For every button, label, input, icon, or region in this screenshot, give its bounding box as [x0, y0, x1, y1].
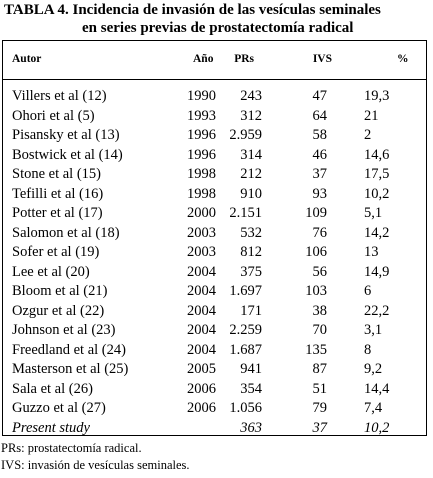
cell-prs: 1.056 — [229, 400, 262, 416]
cell-autor: Tefilli et al (16) — [12, 185, 104, 202]
cell-pct: 17,5 — [364, 166, 390, 182]
cell-autor: Johnson et al (23) — [12, 322, 116, 338]
cell-ivs: 70 — [312, 322, 327, 338]
cell-prs: 2.151 — [229, 205, 262, 221]
cell-autor: Bloom et al (21) — [12, 283, 108, 299]
table-row — [3, 204, 426, 224]
cell-ano: 2005 — [187, 361, 216, 377]
cell-autor: Present study — [12, 419, 90, 436]
cell-ano: 1993 — [187, 107, 216, 124]
cell-ano: 2006 — [187, 400, 216, 416]
cell-ivs: 46 — [312, 146, 327, 163]
cell-prs: 910 — [240, 185, 262, 202]
cell-prs: 2.259 — [229, 322, 262, 338]
cell-ivs: 47 — [312, 88, 327, 104]
cell-ano: 2004 — [187, 341, 216, 358]
cell-pct: 5,1 — [364, 205, 383, 221]
footnote-ivs: IVS: invasión de vesículas seminales. — [1, 458, 190, 472]
cell-ivs: 37 — [312, 166, 327, 182]
cell-autor: Guzzo et al (27) — [12, 400, 106, 416]
cell-ivs: 106 — [305, 244, 327, 260]
cell-ano: 2004 — [187, 263, 216, 280]
cell-ivs: 38 — [312, 302, 327, 319]
table-row — [3, 360, 426, 380]
cell-ano: 2003 — [187, 224, 216, 241]
cell-autor: Sofer et al (19) — [12, 244, 100, 260]
table-row — [3, 341, 426, 361]
cell-prs: 354 — [240, 380, 262, 397]
cell-prs: 314 — [240, 146, 262, 163]
table-row — [3, 126, 426, 146]
cell-pct: 14,4 — [364, 380, 390, 397]
footnotes — [1, 440, 190, 474]
cell-pct: 3,1 — [364, 322, 383, 338]
cell-pct: 22,2 — [364, 302, 390, 319]
table-title-line1: Incidencia de invasión de las vesículas seminales — [72, 2, 381, 18]
table-row — [3, 419, 426, 439]
cell-prs: 812 — [240, 244, 262, 260]
cell-ano: 1996 — [187, 127, 216, 143]
cell-pct: 14,2 — [364, 224, 390, 241]
table-row — [3, 243, 426, 263]
cell-pct: 6 — [364, 283, 372, 299]
cell-autor: Pisansky et al (13) — [12, 127, 120, 143]
cell-ivs: 103 — [305, 283, 327, 299]
cell-autor: Villers et al (12) — [12, 88, 107, 104]
table-row — [3, 282, 426, 302]
table-header — [3, 41, 426, 80]
cell-pct: 13 — [364, 244, 379, 260]
cell-pct: 19,3 — [364, 88, 390, 104]
table-row — [3, 321, 426, 341]
table-body — [3, 87, 426, 438]
cell-ano: 2004 — [187, 322, 216, 338]
table-row — [3, 263, 426, 283]
cell-pct: 21 — [364, 107, 379, 124]
cell-ivs: 51 — [312, 380, 327, 397]
cell-autor: Masterson et al (25) — [12, 361, 129, 377]
cell-ivs: 109 — [305, 205, 327, 221]
cell-ano: 1998 — [187, 166, 216, 182]
cell-prs: 532 — [240, 224, 262, 241]
cell-ivs: 64 — [312, 107, 327, 124]
cell-autor: Potter et al (17) — [12, 205, 103, 221]
cell-ano: 2006 — [187, 380, 216, 397]
cell-ano: 1998 — [187, 185, 216, 202]
cell-ivs: 93 — [312, 185, 327, 202]
cell-pct: 7,4 — [364, 400, 383, 416]
header-autor: Autor — [12, 53, 42, 65]
cell-prs: 243 — [240, 88, 262, 104]
cell-pct: 14,6 — [364, 146, 390, 163]
cell-pct: 8 — [364, 341, 372, 358]
cell-pct: 10,2 — [364, 419, 390, 436]
table-row — [3, 107, 426, 127]
table-row — [3, 399, 426, 419]
cell-ivs: 56 — [312, 263, 327, 280]
cell-ivs: 87 — [312, 361, 327, 377]
cell-ano: 2003 — [187, 244, 216, 260]
cell-prs: 1.687 — [229, 341, 262, 358]
cell-ano: 1990 — [187, 88, 216, 104]
cell-prs: 2.959 — [229, 127, 262, 143]
table-row — [3, 165, 426, 185]
table-row — [3, 87, 426, 107]
table-row — [3, 185, 426, 205]
table-row — [3, 146, 426, 166]
cell-prs: 363 — [240, 419, 262, 436]
header-ivs: IVS — [312, 53, 332, 65]
cell-ivs: 58 — [312, 127, 327, 143]
cell-prs: 212 — [240, 166, 262, 182]
cell-ano: 2004 — [187, 283, 216, 299]
table-title — [4, 1, 430, 37]
cell-pct: 10,2 — [364, 185, 390, 202]
cell-prs: 941 — [240, 361, 262, 377]
cell-ivs: 79 — [312, 400, 327, 416]
header-ano: Año — [193, 53, 214, 65]
header-prs: PRs — [234, 53, 254, 65]
data-table — [2, 40, 427, 436]
cell-ivs: 37 — [312, 419, 327, 436]
cell-autor: Salomon et al (18) — [12, 224, 120, 241]
cell-autor: Sala et al (26) — [12, 380, 93, 397]
cell-ano: 1996 — [187, 146, 216, 163]
cell-autor: Freedland et al (24) — [12, 341, 126, 358]
cell-ano: 2004 — [187, 302, 216, 319]
cell-pct: 2 — [364, 127, 372, 143]
table-title-line2: en series previas de prostatectomía radical — [82, 20, 354, 36]
cell-autor: Stone et al (15) — [12, 166, 101, 182]
cell-autor: Bostwick et al (14) — [12, 146, 123, 163]
table-label: TABLA 4. — [4, 2, 69, 18]
cell-prs: 171 — [240, 302, 262, 319]
cell-ano: 2000 — [187, 205, 216, 221]
cell-ivs: 76 — [312, 224, 327, 241]
cell-pct: 9,2 — [364, 361, 383, 377]
cell-autor: Ohori et al (5) — [12, 107, 95, 124]
cell-autor: Lee et al (20) — [12, 263, 90, 280]
table-row — [3, 302, 426, 322]
cell-autor: Ozgur et al (22) — [12, 302, 105, 319]
cell-prs: 312 — [240, 107, 262, 124]
cell-prs: 375 — [240, 263, 262, 280]
header-pct: % — [397, 53, 409, 65]
table-row — [3, 224, 426, 244]
table-row — [3, 380, 426, 400]
cell-pct: 14,9 — [364, 263, 390, 280]
footnote-prs: PRs: prostatectomía radical. — [1, 441, 142, 455]
cell-prs: 1.697 — [229, 283, 262, 299]
cell-ivs: 135 — [305, 341, 327, 358]
